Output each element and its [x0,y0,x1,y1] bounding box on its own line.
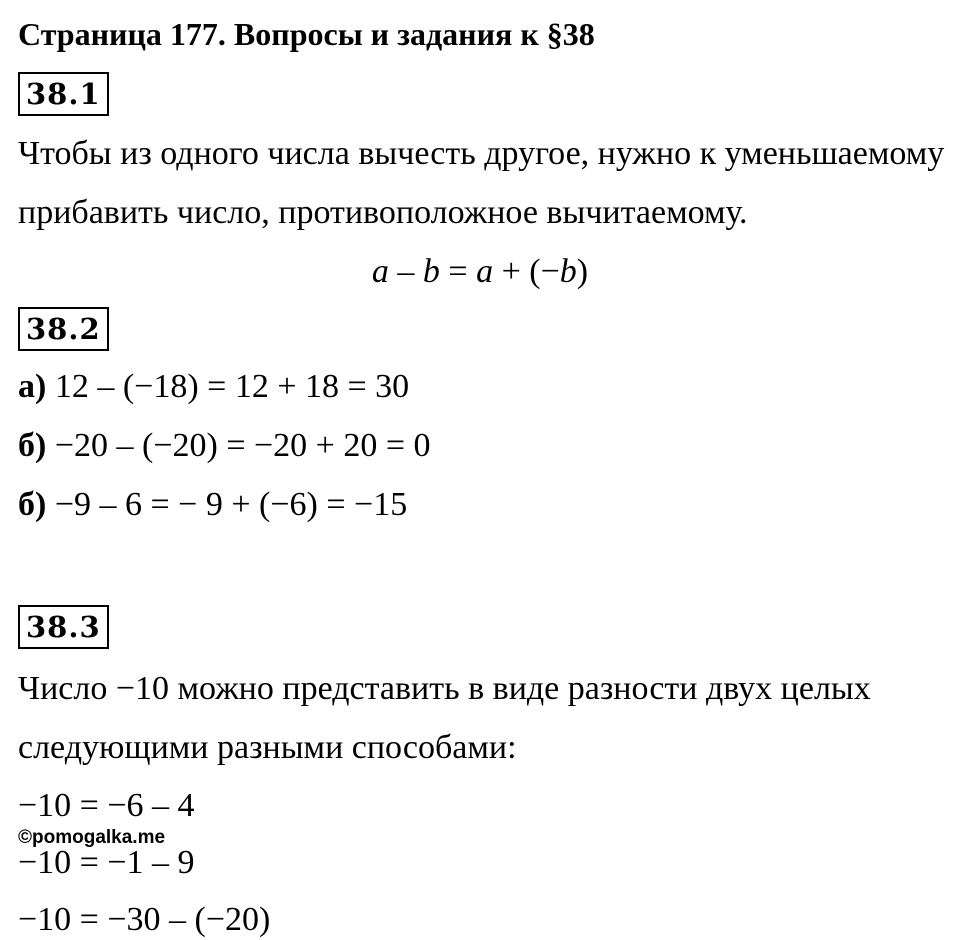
item-expression: 12 – (−18) = 12 + 18 = 30 [46,368,410,405]
formula-a: a [476,253,494,290]
equation-1: −10 = −6 – 4 [18,787,195,824]
item-expression: −20 – (−20) = −20 + 20 = 0 [46,427,431,464]
item-label: б) [18,427,47,464]
exercise-item-b2 [18,485,407,525]
page-title: Страница 177. Вопросы и задания к §38 [18,16,595,52]
subtraction-formula [0,252,960,292]
formula-plus-open: + (− [493,253,560,290]
item-label: а) [18,368,47,405]
watermark: ©pomogalka.me [18,827,166,848]
section-number-38-3: 38.3 [18,605,109,649]
formula-b: b [559,253,577,290]
rule-text-line-2: прибавить число, противоположное вычитаемому. [18,194,748,231]
formula-a: a [371,253,389,290]
exercise-item-a [18,367,409,407]
section-number-38-2: 38.2 [18,307,109,351]
section-number-38-1: 38.1 [18,72,109,116]
equation-3: −10 = −30 – (−20) [18,901,271,938]
formula-equals: = [439,253,477,290]
item-expression: −9 – 6 = − 9 + (−6) = −15 [46,486,408,523]
exercise-item-b [18,426,431,466]
rule-text-line-1: Чтобы из одного числа вычесть другое, нужно к уменьшаемому [18,135,945,172]
formula-minus: – [388,253,423,290]
formula-b: b [422,253,440,290]
answer-text-line-2: следующими разными способами: [18,729,517,766]
item-label: б) [18,486,47,523]
formula-close: ) [576,253,589,290]
answer-text-line-1: Число −10 можно представить в виде разности двух целых [18,670,871,707]
equation-2: −10 = −1 – 9 [18,844,195,881]
